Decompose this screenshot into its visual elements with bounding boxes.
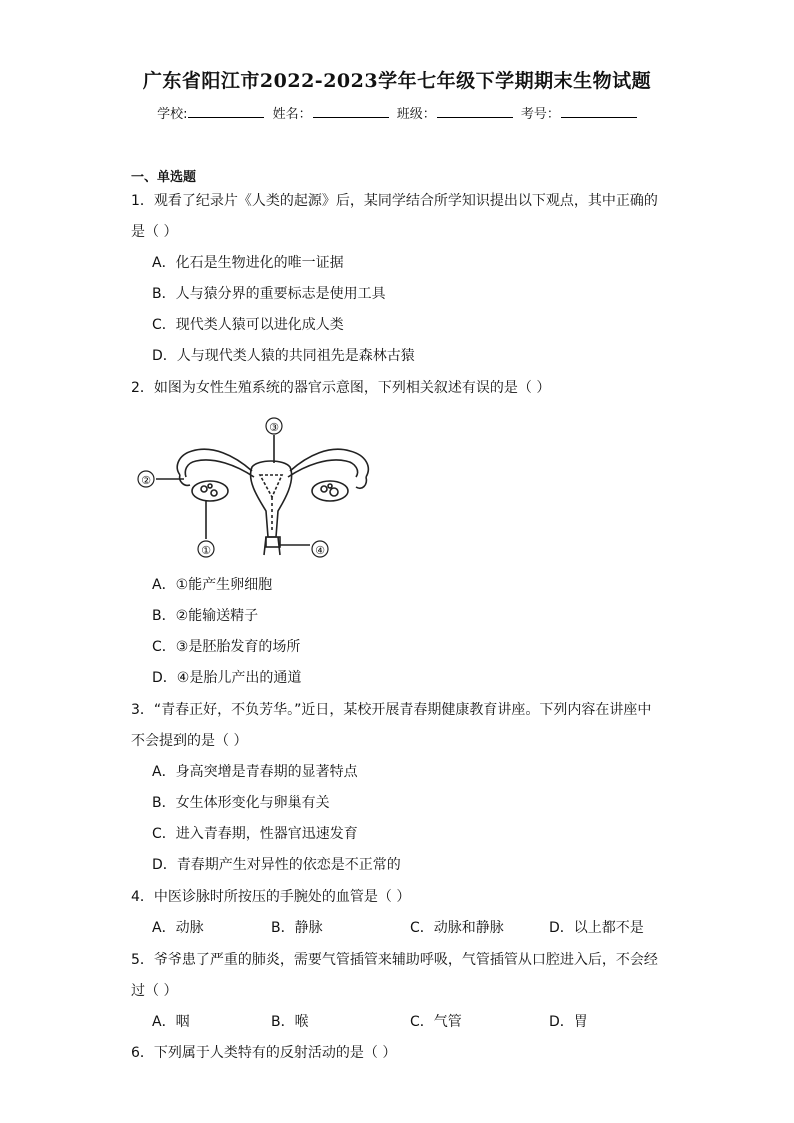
question-2-option-a: A．①能产生卵细胞 <box>152 577 273 593</box>
question-3-option-d: D．青春期产生对异性的依恋是不正常的 <box>152 857 401 873</box>
label-4: ④ <box>315 544 325 557</box>
section-heading: 一、单选题 <box>131 170 197 185</box>
question-2-option-b: B．②能输送精子 <box>152 608 259 624</box>
uterus-cavity <box>260 475 282 497</box>
question-1-option-a: A．化石是生物进化的唯一证据 <box>152 255 344 271</box>
name-label: 姓名： <box>272 107 312 122</box>
question-4-option-d: D．以上都不是 <box>549 920 644 936</box>
name-blank <box>313 105 389 118</box>
question-3-option-b: B．女生体形变化与卵巢有关 <box>152 795 330 811</box>
class-blank <box>437 105 513 118</box>
question-4-text: 4．中医诊脉时所按压的手腕处的血管是（ ） <box>131 889 411 905</box>
exam-title: 广东省阳江市2022-2023学年七年级下学期期末生物试题 <box>142 70 652 92</box>
right-oviduct <box>290 449 368 477</box>
question-4-option-b: B．静脉 <box>271 920 323 936</box>
school-label: 学校: <box>157 107 188 122</box>
question-3-text: 3．“青春正好，不负芳华。”近日，某校开展青春期健康教育讲座。下列内容在讲座中 <box>131 702 652 718</box>
class-field <box>397 103 513 122</box>
name-field <box>273 103 389 122</box>
number-field <box>521 103 637 122</box>
school-field <box>157 103 264 122</box>
class-label: 班级： <box>396 107 436 122</box>
question-1-option-d: D．人与现代类人猿的共同祖先是森林古猿 <box>152 348 415 364</box>
question-5-option-b: B．喉 <box>271 1014 309 1030</box>
uterus-outline <box>251 461 292 537</box>
question-2-option-d: D．④是胎儿产出的通道 <box>152 670 302 686</box>
label-3: ③ <box>269 421 279 434</box>
number-label: 考号： <box>520 107 560 122</box>
question-4-option-c: C．动脉和静脉 <box>410 920 504 936</box>
label-1: ① <box>201 544 211 557</box>
number-blank <box>561 105 637 118</box>
question-5-text-cont: 过（ ） <box>131 983 178 999</box>
question-3-option-a: A．身高突增是青春期的显著特点 <box>152 764 358 780</box>
question-5-option-a: A．咽 <box>152 1014 190 1030</box>
school-blank <box>188 105 264 118</box>
question-6-text: 6．下列属于人类特有的反射活动的是（ ） <box>131 1045 397 1061</box>
question-5-text: 5．爷爷患了严重的肺炎，需要气管插管来辅助呼吸，气管插管从口腔进入后，不会经 <box>131 952 658 968</box>
question-1-text: 1．观看了纪录片《人类的起源》后，某同学结合所学知识提出以下观点，其中正确的 <box>131 193 658 209</box>
student-info-line <box>0 103 794 122</box>
question-1-text-cont: 是（ ） <box>131 224 178 240</box>
question-2-text: 2．如图为女性生殖系统的器官示意图，下列相关叙述有误的是（ ） <box>131 380 551 396</box>
question-1-option-b: B．人与猿分界的重要标志是使用工具 <box>152 286 386 302</box>
question-5-option-d: D．胃 <box>549 1014 588 1030</box>
question-5-option-c: C．气管 <box>410 1014 462 1030</box>
question-3-option-c: C．进入青春期，性器官迅速发育 <box>152 826 358 842</box>
question-4-option-a: A．动脉 <box>152 920 204 936</box>
left-oviduct <box>177 449 252 475</box>
question-2-option-c: C．③是胚胎发育的场所 <box>152 639 301 655</box>
label-2: ② <box>141 474 151 487</box>
female-reproductive-system-diagram <box>134 415 388 567</box>
question-3-text-cont: 不会提到的是（ ） <box>131 733 248 749</box>
question-1-option-c: C．现代类人猿可以进化成人类 <box>152 317 344 333</box>
